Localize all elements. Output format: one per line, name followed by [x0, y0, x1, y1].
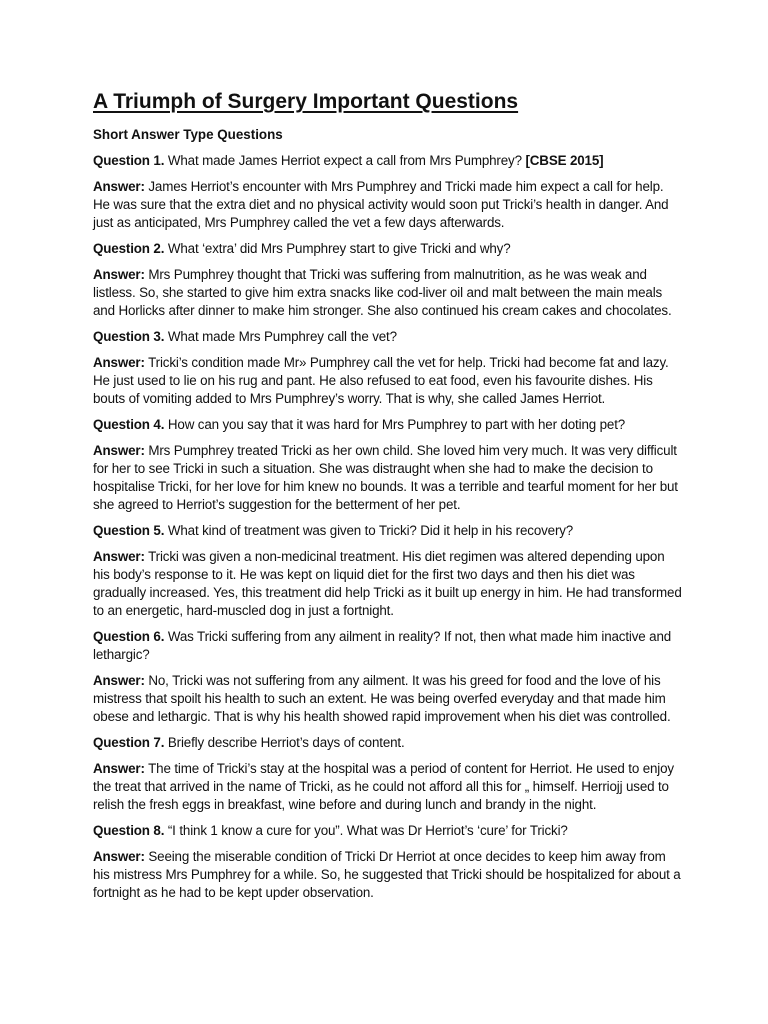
answer-text: No, Tricki was not suffering from any ailment. It was his greed for food and the love of his mistress that spoilt his health to such an extent. He was being overfed everyday and that made him obese and lethargic. That is why his health showed rapid improvement when his diet was controlled. [93, 673, 671, 724]
answer-4 [93, 442, 683, 514]
answer-label: Answer: [93, 443, 145, 458]
answer-6 [93, 672, 683, 726]
answer-label: Answer: [93, 355, 145, 370]
question-8 [93, 822, 683, 840]
answer-text: Seeing the miserable condition of Tricki Dr Herriot at once decides to keep him away from his mistress Mrs Pumphrey for a while. So, he suggested that Tricki should be hospitalized for about a fortnight as he had to be kept upder observation. [93, 849, 681, 900]
answer-label: Answer: [93, 673, 145, 688]
question-2 [93, 240, 683, 258]
answer-label: Answer: [93, 179, 145, 194]
answer-label: Answer: [93, 761, 145, 776]
question-text: “I think 1 know a cure for you”. What was Dr Herriot’s ‘cure’ for Tricki? [167, 823, 568, 838]
document-page [93, 88, 683, 910]
question-label: Question 6. [93, 629, 165, 644]
question-label: Question 3. [93, 329, 165, 344]
answer-1 [93, 178, 683, 232]
question-text: How can you say that it was hard for Mrs Pumphrey to part with her doting pet? [167, 417, 626, 432]
page-title: A Triumph of Surgery Important Questions [93, 90, 519, 113]
answer-text: Tricki was given a non-medicinal treatment. His diet regimen was altered depending upon his body’s response to it. He was kept on liquid diet for the first two days and then his diet was gradually increased. Yes, this treatment did help Tricki as it built up energy in him. He had transformed to an energetic, hard-muscled dog in just a fortnight. [93, 549, 682, 618]
answer-text: Mrs Pumphrey thought that Tricki was suffering from malnutrition, as he was weak and listless. So, she started to give him extra snacks like cod-liver oil and malt between the main meals and Horlicks after dinner to make him stronger. She also continued his cream cakes and chocolates. [93, 267, 672, 318]
question-label: Question 8. [93, 823, 165, 838]
question-text: What made Mrs Pumphrey call the vet? [167, 329, 397, 344]
answer-label: Answer: [93, 549, 145, 564]
answer-label: Answer: [93, 267, 145, 282]
question-label: Question 7. [93, 735, 165, 750]
answer-text: James Herriot’s encounter with Mrs Pumphrey and Tricki made him expect a call for help. He was sure that the extra diet and no physical activity would soon put Tricki’s health in danger. And just as anticipated, Mrs Pumphrey called the vet a few days afterwards. [93, 179, 669, 230]
question-5 [93, 522, 683, 540]
question-text: Was Tricki suffering from any ailment in reality? If not, then what made him inactive and lethargic? [93, 629, 672, 662]
question-4 [93, 416, 683, 434]
answer-5 [93, 548, 683, 620]
answer-text: Tricki’s condition made Mr» Pumphrey call the vet for help. Tricki had become fat and lazy. He just used to lie on his rug and pant. He also refused to eat food, even his favourite dishes. His bouts of vomiting added to Mrs Pumphrey’s worry. That is why, she called James Herriot. [93, 355, 669, 406]
question-label: Question 2. [93, 241, 165, 256]
question-tag: [CBSE 2015] [525, 153, 604, 168]
answer-7 [93, 760, 683, 814]
question-text: Briefly describe Herriot’s days of content. [167, 735, 405, 750]
question-text: What ‘extra’ did Mrs Pumphrey start to give Tricki and why? [167, 241, 511, 256]
answer-label: Answer: [93, 849, 145, 864]
question-7 [93, 734, 683, 752]
question-label: Question 4. [93, 417, 165, 432]
question-label: Question 5. [93, 523, 165, 538]
answer-3 [93, 354, 683, 408]
question-text: What made James Herriot expect a call from Mrs Pumphrey? [167, 153, 522, 168]
answer-8 [93, 848, 683, 902]
answer-text: Mrs Pumphrey treated Tricki as her own child. She loved him very much. It was very difficult for her to see Tricki in such a situation. She was distraught when she had to make the decision to hospitalise Tricki, for her love for him knew no bounds. It was a terrible and tearful moment for her but she agreed to Herriot’s suggestion for the betterment of her pet. [93, 443, 678, 512]
question-6 [93, 628, 683, 664]
answer-2 [93, 266, 683, 320]
question-text: What kind of treatment was given to Tricki? Did it help in his recovery? [167, 523, 574, 538]
answer-text: The time of Tricki’s stay at the hospital was a period of content for Herriot. He used to enjoy the treat that arrived in the name of Tricki, as he could not afford all this for „ himself. Herriojj used to relish the fresh eggs in breakfast, wine before and during lunch and brandy in the night. [93, 761, 674, 812]
question-label: Question 1. [93, 153, 165, 168]
question-3 [93, 328, 683, 346]
section-heading: Short Answer Type Questions [93, 127, 283, 142]
question-1 [93, 152, 683, 170]
